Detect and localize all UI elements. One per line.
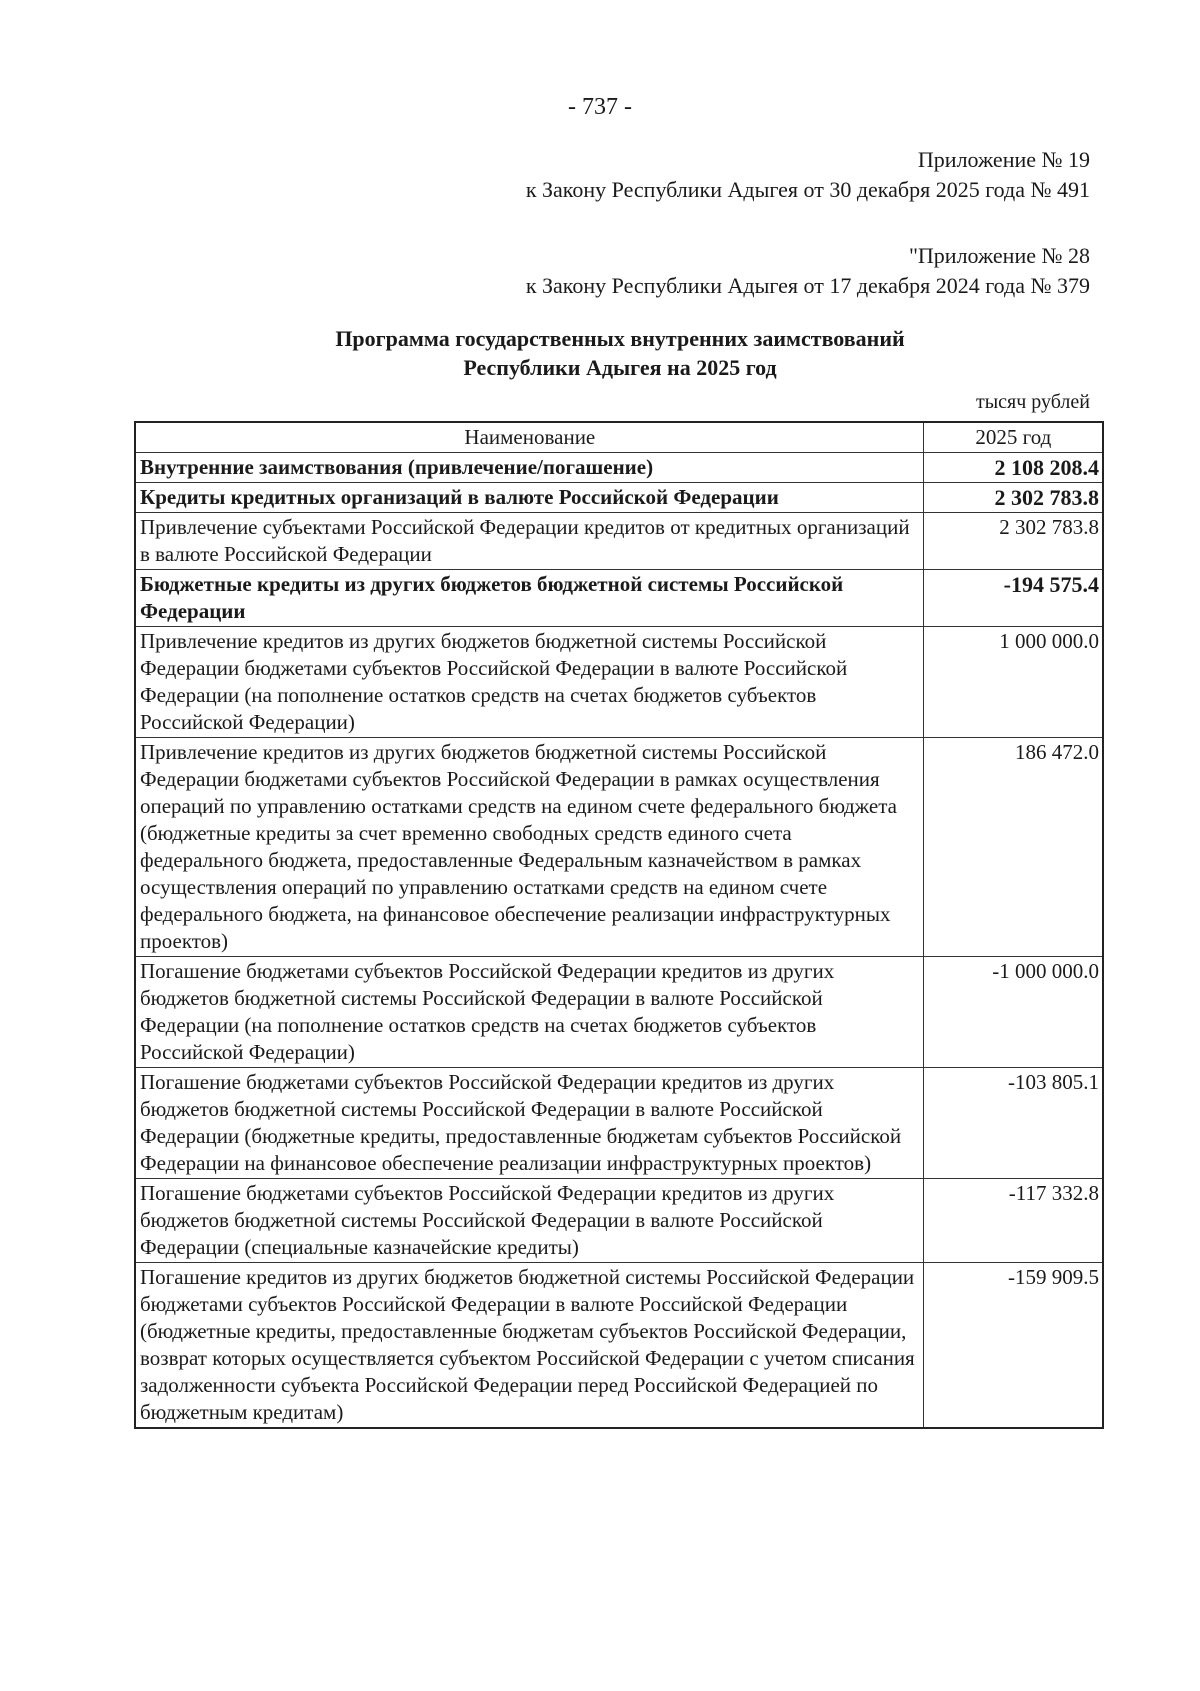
document-title xyxy=(0,324,1200,382)
units-label: тысяч рублей xyxy=(975,391,1090,413)
header-year: 2025 год xyxy=(923,422,1103,453)
appendix-original-law-reference: к Закону Республики Адыгея от 17 декабря 2024 года № 379 xyxy=(525,273,1090,298)
row-value: 186 472.0 xyxy=(923,738,1103,957)
appendix-current-number: Приложение № 19 xyxy=(917,147,1090,172)
row-name: Привлечение кредитов из других бюджетов бюджетной системы Российской Федерации бюджетами субъектов Российской Федерации в рамках осуществления операций по управлению остатками средств на едином счете федерального бюджета (бюджетные кредиты за счет временно свободных средств единого счета федерального бюджета, предоставленные Федеральным казначейством в рамках осуществления операций по управлению остатками средств на едином счете федерального бюджета, на финансовое обеспечение реализации инфраструктурных проектов) xyxy=(135,738,923,957)
row-value: -103 805.1 xyxy=(923,1068,1103,1179)
appendix-original-number: "Приложение № 28 xyxy=(908,243,1090,268)
row-name: Погашение бюджетами субъектов Российской Федерации кредитов из других бюджетов бюджетной системы Российской Федерации в валюте Российской Федерации (бюджетные кредиты, предоставленные бюджетам субъектов Российской Федерации на финансовое обеспечение реализации инфраструктурных проектов) xyxy=(135,1068,923,1179)
header-name: Наименование xyxy=(135,422,923,453)
row-name: Привлечение субъектами Российской Федерации кредитов от кредитных организаций в валюте Российской Федерации xyxy=(135,513,923,570)
row-value: 2 302 783.8 xyxy=(923,483,1103,513)
row-name: Погашение кредитов из других бюджетов бюджетной системы Российской Федерации бюджетами субъектов Российской Федерации в валюте Российской Федерации (бюджетные кредиты, предоставленные бюджетам субъектов Российской Федерации, возврат которых осуществляется субъектом Российской Федерации с учетом списания задолженности субъекта Российской Федерации перед Российской Федерацией по бюджетным кредитам) xyxy=(135,1263,923,1429)
table-row xyxy=(135,570,1103,627)
row-name: Погашение бюджетами субъектов Российской Федерации кредитов из других бюджетов бюджетной системы Российской Федерации в валюте Российской Федерации (специальные казначейские кредиты) xyxy=(135,1179,923,1263)
table-header-row xyxy=(135,422,1103,453)
page-number: - 737 - xyxy=(568,94,632,120)
row-name: Привлечение кредитов из других бюджетов бюджетной системы Российской Федерации бюджетами субъектов Российской Федерации в валюте Российской Федерации (на пополнение остатков средств на счетах бюджетов субъектов Российской Федерации) xyxy=(135,627,923,738)
row-value: -1 000 000.0 xyxy=(923,957,1103,1068)
row-value: 2 108 208.4 xyxy=(923,453,1103,483)
row-value: -159 909.5 xyxy=(923,1263,1103,1429)
table-row xyxy=(135,453,1103,483)
table-row xyxy=(135,513,1103,570)
row-name: Бюджетные кредиты из других бюджетов бюджетной системы Российской Федерации xyxy=(135,570,923,627)
row-value: 1 000 000.0 xyxy=(923,627,1103,738)
table-row xyxy=(135,1179,1103,1263)
row-name: Кредиты кредитных организаций в валюте Российской Федерации xyxy=(135,483,923,513)
table-row xyxy=(135,1068,1103,1179)
table-body xyxy=(135,453,1103,1429)
row-value: 2 302 783.8 xyxy=(923,513,1103,570)
table-row xyxy=(135,957,1103,1068)
row-value: -117 332.8 xyxy=(923,1179,1103,1263)
table-row xyxy=(135,738,1103,957)
document-title-line-1: Программа государственных внутренних заимствований xyxy=(335,326,905,351)
document-title-line-2: Республики Адыгея на 2025 год xyxy=(463,355,777,380)
appendix-current-law-reference: к Закону Республики Адыгея от 30 декабря 2025 года № 491 xyxy=(525,177,1090,202)
table-row xyxy=(135,483,1103,513)
row-name: Внутренние заимствования (привлечение/погашение) xyxy=(135,453,923,483)
table-row xyxy=(135,1263,1103,1429)
appendix-current xyxy=(526,145,1090,205)
row-name: Погашение бюджетами субъектов Российской Федерации кредитов из других бюджетов бюджетной системы Российской Федерации в валюте Российской Федерации (на пополнение остатков средств на счетах бюджетов субъектов Российской Федерации) xyxy=(135,957,923,1068)
appendix-original xyxy=(526,241,1090,301)
table-row xyxy=(135,627,1103,738)
row-value: -194 575.4 xyxy=(923,570,1103,627)
borrowings-table xyxy=(134,421,1104,1429)
